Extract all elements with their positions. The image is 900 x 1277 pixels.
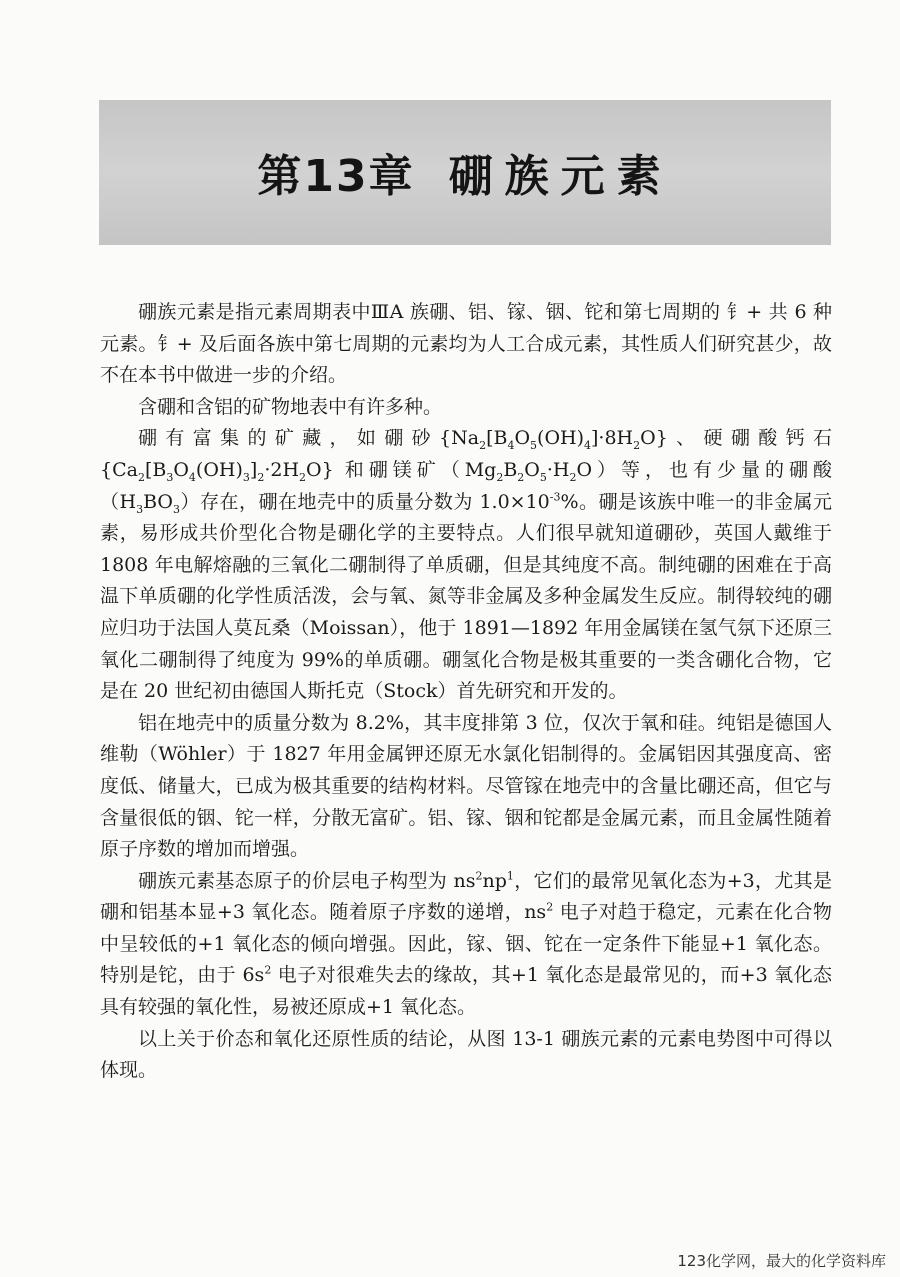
text-run: ]: [249, 458, 258, 481]
subscript: 4: [507, 439, 515, 453]
text-run: O: [524, 458, 540, 481]
subscript: 2: [299, 470, 307, 484]
subscript: 5: [539, 470, 547, 484]
text-run: O: [514, 427, 531, 450]
superscript: 2: [264, 964, 272, 978]
superscript: 2: [546, 900, 554, 914]
text-run: O: [173, 458, 189, 481]
text-run: ，它们的最常见氧化态为+3，尤其是硼和铝基本显+3 氧化态。随着原子序数的递增，ns: [100, 869, 832, 924]
subscript: 4: [584, 439, 592, 453]
text-run: BO: [143, 490, 173, 513]
superscript: 1: [506, 869, 514, 883]
subscript: 3: [172, 502, 180, 516]
subscript: 4: [188, 470, 196, 484]
text-run: 硼有富集的矿藏，如硼砂{Na: [138, 427, 480, 450]
paragraph-conclusion: 以上关于价态和氧化还原性质的结论，从图 13-1 硼族元素的元素电势图中可得以体现。: [100, 1027, 832, 1082]
subscript: 2: [569, 470, 577, 484]
text-run: 电子对趋于稳定，元素在化合物中呈较低的+1 氧化态的倾向增强。因此，镓、铟、铊在一定条件下能显+1 氧化态。特别是铊，由于 6s: [100, 901, 832, 987]
text-run: B: [503, 458, 518, 481]
superscript: 2: [475, 869, 483, 883]
chapter-banner: [99, 100, 831, 245]
paragraph-minerals: 含硼和含铝的矿物地表中有许多种。: [138, 395, 443, 418]
text-run: [B: [144, 458, 167, 481]
text-run: ]·8H: [591, 427, 634, 450]
subscript: 2: [633, 439, 641, 453]
subscript: 2: [479, 439, 487, 453]
body-text: [100, 297, 832, 1087]
text-run: O}、硬硼酸钙石{Ca: [100, 427, 833, 481]
text-run: %。硼是该族中唯一的非金属元素，易形成共价型化合物是硼化学的主要特点。人们很早就知道硼砂，英国人戴维于 1808 年电解熔融的三氧化二硼制得了单质硼，但是其纯度不高。制纯硼的困难在于高温下单质硼的化学性质活泼，会与氧、氮等非金属及多种金属发生反应。制得较纯的硼应归功于法国人莫瓦桑（Moissan），他于 1891—1892 年用金属镁在氢气氛下还原三氧化二硼制得了纯度为 99%的单质硼。硼氢化合物是极其重要的一类含硼化合物，它是在 20 世纪初由德国人斯托克（Stock）首先研究和开发的。: [100, 490, 833, 703]
text-run: O）等，也有少量的硼酸（H: [100, 458, 833, 513]
text-run: (OH): [537, 427, 585, 450]
subscript: 3: [136, 502, 144, 516]
subscript: 5: [530, 439, 538, 453]
paragraph-oxidation-states: [100, 866, 832, 1024]
text-run: 电子对很难失去的缘故，其+1 氧化态是最常见的，而+3 氧化态具有较强的氧化性，易被还原成+1 氧化态。: [100, 964, 832, 1019]
subscript: 2: [496, 470, 504, 484]
text-run: np: [482, 869, 507, 892]
chapter-number: 第13章: [257, 151, 415, 202]
text-run: ）存在，硼在地壳中的质量分数为 1.0×10: [179, 490, 550, 513]
paragraph-boron: [100, 423, 832, 707]
text-run: O} 和硼镁矿（Mg: [306, 458, 497, 481]
text-run: 硼族元素基态原子的价层电子构型为 ns: [138, 869, 476, 892]
paragraph-aluminum: 铝在地壳中的质量分数为 8.2%，其丰度排第 3 位，仅次于氧和硅。纯铝是德国人维勒（Wöhler）于 1827 年用金属钾还原无水氯化铝制得的。金属铝因其强度高、密度低、储量大，已成为极其重要的结构材料。尽管镓在地壳中的含量比硼还高，但它与含量很低的铟、铊一样，分散无富矿。铝、镓、铟和铊都是金属元素，而且金属性随着原子序数的增加而增强。: [100, 711, 832, 861]
footer-watermark: 123化学网，最大的化学资料库: [677, 1252, 886, 1270]
chapter-title: [99, 140, 831, 204]
text-run: (OH): [195, 458, 243, 481]
paragraph-intro: 硼族元素是指元素周期表中ⅢA 族硼、铝、镓、铟、铊和第七周期的 钅+ 共 6 种元素。钅+ 及后面各族中第七周期的元素均为人工合成元素，其性质人们研究甚少，故不在本书中做进一步的介绍。: [100, 301, 832, 387]
subscript: 2: [137, 470, 145, 484]
superscript: -3: [549, 490, 561, 504]
text-run: ·H: [546, 458, 570, 481]
subscript: 2: [257, 470, 265, 484]
text-run: [B: [486, 427, 508, 450]
subscript: 3: [166, 470, 174, 484]
subscript: 2: [517, 470, 525, 484]
chapter-name: 硼族元素: [448, 151, 673, 202]
subscript: 3: [242, 470, 250, 484]
text-run: ·2H: [264, 458, 300, 481]
